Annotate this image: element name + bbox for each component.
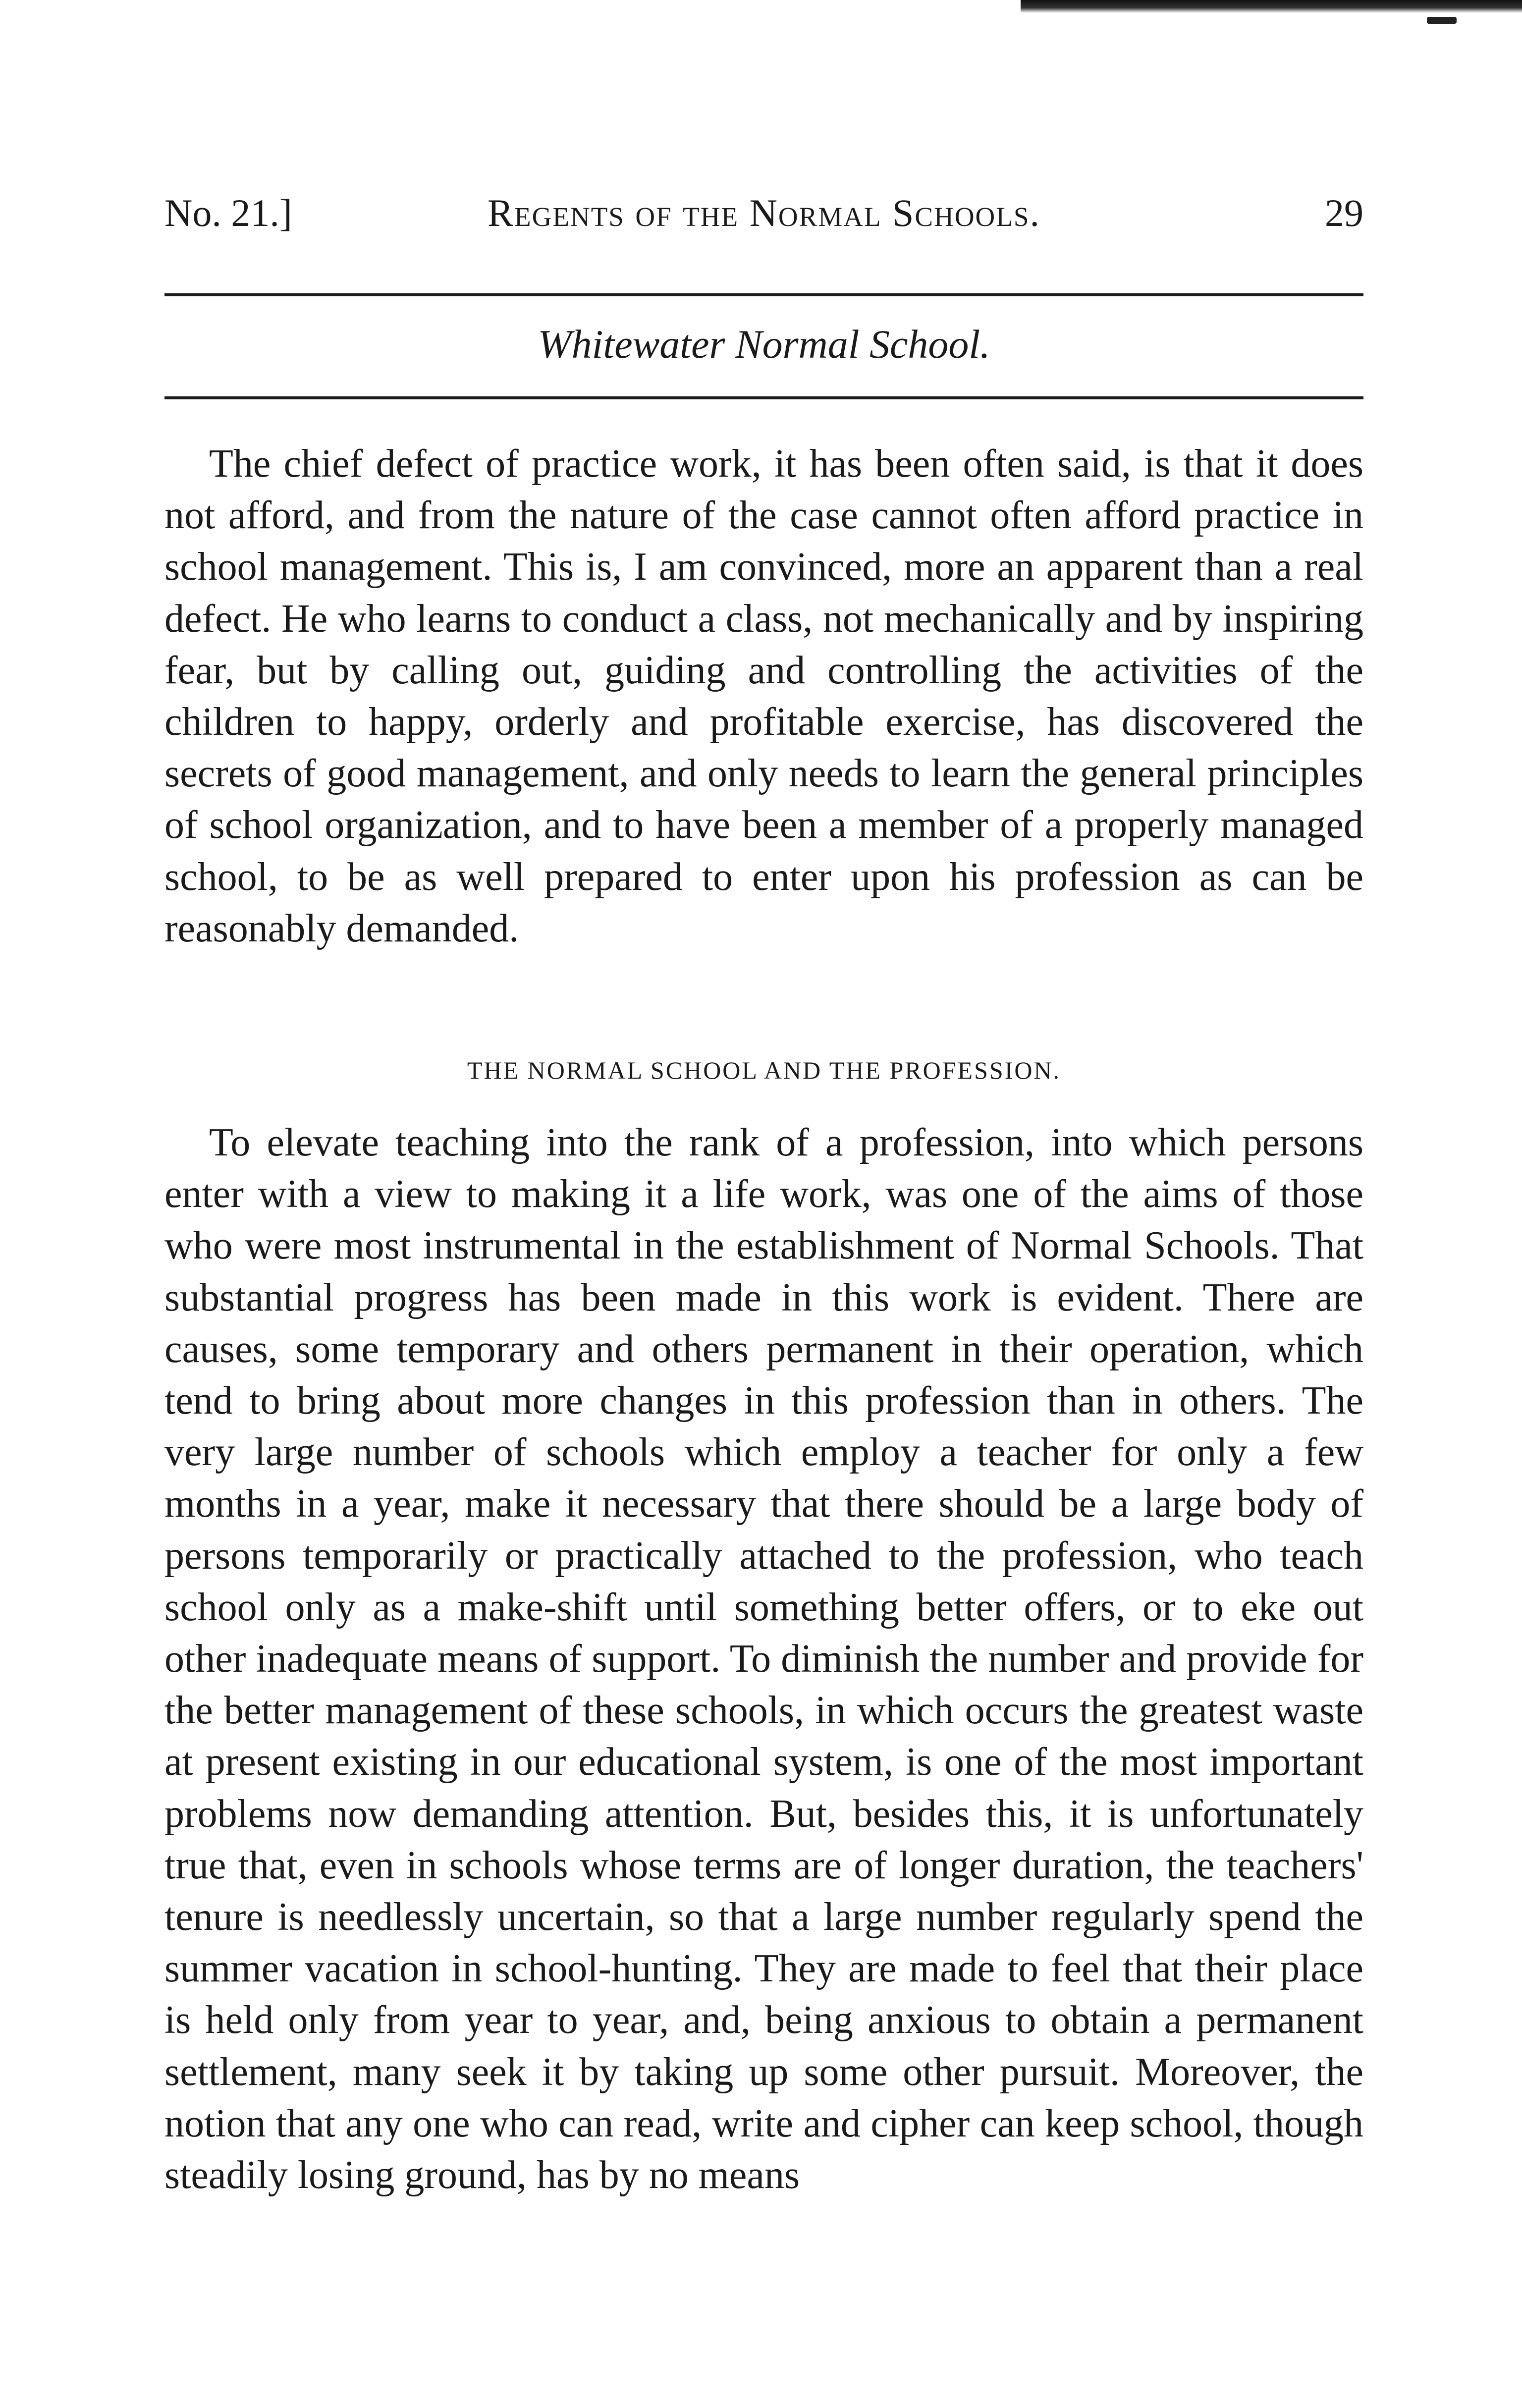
body-paragraph-1: The chief defect of practice work, it has been often said, is that it does not afford, and from the nature of the case cannot often afford practice in school management. This is, I am convinced, more an apparent than a real defect. He who learns to conduct a class, not mechanically and by inspiring fear, but by calling out, guiding and controlling the activities of the children to happy, orderly and profitable exercise, has discovered the secrets of good management, and only needs to learn the general principles of school organization, and to have been a member of a properly managed school, to be as well prepared to enter upon his profession as can be reasonably demanded. [164, 442, 1363, 950]
body-paragraph-2: To elevate teaching into the rank of a profession, into which persons enter with a view to making it a life work, was one of the aims of those who were most instrumental in the establishment of Normal Schools. That substantial progress has been made in this work is evident. There are causes, some temporary and others permanent in their operation, which tend to bring about more changes in this profession than in others. The very large number of schools which employ a teacher for only a few months in a year, make it necessary that there should be a large body of persons temporarily or practically attached to the profession, who teach school only as a make-shift until something better offers, or to eke out other inadequate means of support. To diminish the number and provide for the better management of these schools, in which occurs the greatest waste at present existing in our educational system, is one of the most important problems now demanding attention. But, besides this, it is unfortunately true that, even in schools whose terms are of longer duration, the teachers' tenure is needlessly uncertain, so that a large number regularly spend the summer vacation in school-hunting. They are made to feel that their place is held only from year to year, and, being anxious to obtain a permanent settlement, many seek it by taking up some other pursuit. Moreover, the notion that any one who can read, write and cipher can keep school, though steadily losing ground, has by no means [164, 1121, 1363, 2197]
header-rule-top [164, 293, 1363, 296]
scan-edge-shadow [1021, 0, 1522, 13]
section-subheading: Whitewater Normal School. [538, 322, 990, 367]
page-number: 29 [1325, 191, 1363, 234]
running-header [164, 188, 1363, 243]
document-number: No. 21.] [164, 191, 292, 234]
header-rule-bottom [164, 396, 1363, 399]
running-title: Regents of the Normal Schools. [488, 191, 1040, 234]
scan-edge-mark [1427, 17, 1457, 24]
section-heading: THE NORMAL SCHOOL AND THE PROFESSION. [467, 1056, 1061, 1084]
